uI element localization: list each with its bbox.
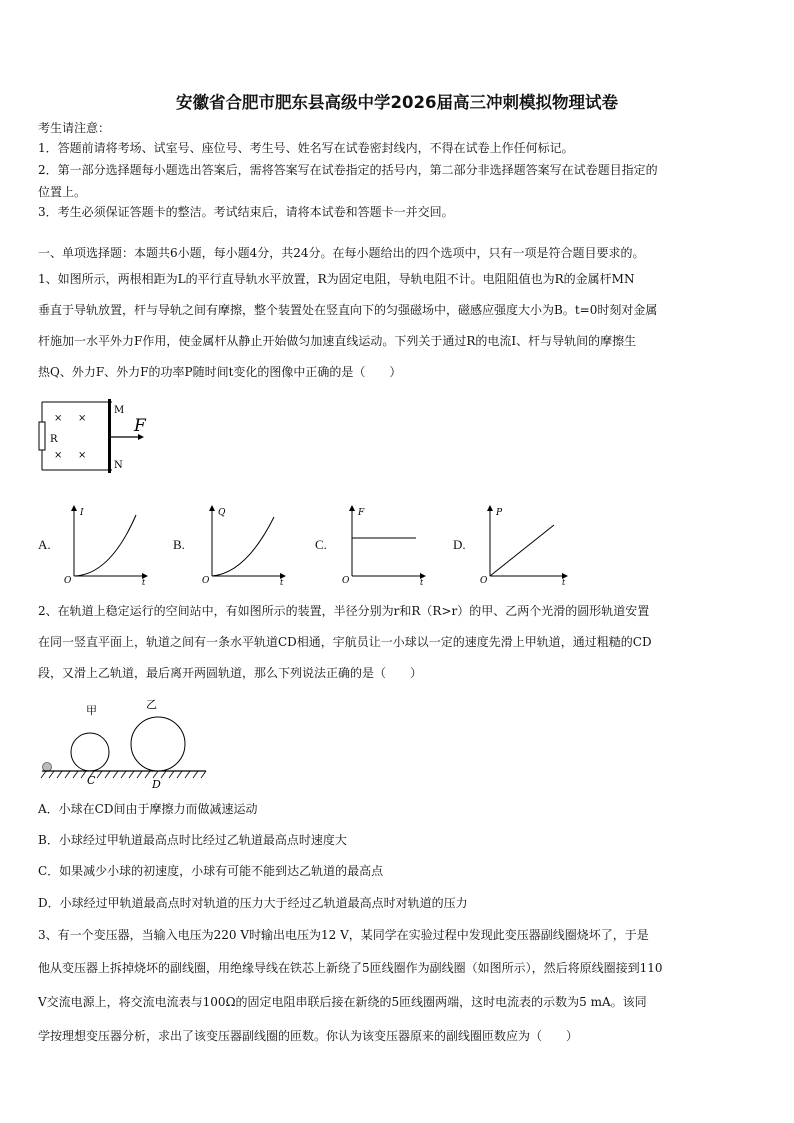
svg-text:t: t [562, 578, 566, 587]
question-3-text: 他从变压器上拆掉烧坏的副线圈，用绝缘导线在铁芯上新绕了5匝线圈作为副线圈（如图所示），然后将原线圈接到110 [38, 961, 663, 975]
option-d-label[interactable]: D. [453, 537, 466, 552]
svg-text:O: O [64, 576, 72, 586]
question-2-text: 2、在轨道上稳定运行的空间站中，有如图所示的装置，半径分别为r和R（R>r）的甲、乙两个光滑的圆形轨道安置 [38, 604, 650, 618]
svg-text:Q: Q [218, 508, 226, 518]
option-c-graph[interactable] [340, 505, 426, 587]
option-a[interactable]: A．小球在CD间由于摩擦力而做减速运动 [38, 802, 258, 816]
option-c[interactable]: C．如果减少小球的初速度，小球有可能不能到达乙轨道的最高点 [38, 864, 384, 878]
notice-item: 3．考生必须保证答题卡的整洁。考试结束后，请将本试卷和答题卡一并交回。 [38, 205, 454, 219]
resistor-symbol [39, 422, 45, 450]
small-ball [43, 763, 52, 772]
option-c-label[interactable]: C. [315, 537, 327, 552]
svg-text:O: O [342, 576, 350, 586]
field-cross: × [78, 413, 87, 424]
question-2-text: 在同一竖直平面上，轨道之间有一条水平轨道CD相通，宇航员让一小球以一定的速度先滑上甲轨道，通过粗糙的CD [38, 635, 652, 649]
page-title: 安徽省合肥市肥东县高级中学2026届高三冲刺模拟物理试卷 [176, 93, 618, 112]
svg-text:P: P [496, 508, 503, 518]
question-1-text: 1、如图所示，两根相距为L的平行直导轨水平放置，R为固定电阻，导轨电阻不计。电阻阻值也为R的金属杆MN [38, 272, 635, 286]
circular-tracks-figure [38, 692, 210, 792]
svg-text:t: t [420, 578, 424, 587]
option-a-graph[interactable] [62, 505, 148, 587]
svg-text:t: t [142, 578, 146, 587]
svg-text:F: F [358, 508, 365, 518]
point-d-label: D [152, 778, 161, 791]
option-b-label[interactable]: B. [173, 537, 185, 552]
option-a-label[interactable]: A. [38, 537, 51, 552]
section-heading: 一、单项选择题：本题共6小题，每小题4分，共24分。在每小题给出的四个选项中，只有一项是符合题目要求的。 [38, 246, 645, 260]
field-cross: × [54, 450, 63, 461]
rod-end-n: N [114, 460, 123, 471]
track-yi [131, 717, 185, 771]
notice-item: 2．第一部分选择题每小题选出答案后，需将答案写在试卷指定的括号内，第二部分非选择题答案写在试卷题目指定的 [38, 163, 658, 177]
point-c-label: C [87, 774, 96, 787]
question-1-text: 杆施加一水平外力F作用，使金属杆从静止开始做匀加速直线运动。下列关于通过R的电流I、杆与导轨间的摩擦生 [38, 334, 637, 348]
field-cross: × [78, 450, 87, 461]
track-jia-label: 甲 [86, 704, 97, 717]
question-1-text: 垂直于导轨放置，杆与导轨之间有摩擦，整个装置处在竖直向下的匀强磁场中，磁感应强度大小为B。t=0时刻对金属 [38, 303, 658, 317]
question-3-text: 3、有一个变压器，当输入电压为220 V时输出电压为12 V，某同学在实验过程中发现此变压器副线圈烧坏了，于是 [38, 928, 649, 942]
metal-rod [108, 399, 111, 473]
resistor-label: R [50, 434, 58, 445]
track-yi-label: 乙 [146, 698, 157, 711]
svg-text:t: t [280, 578, 284, 587]
option-b-graph[interactable] [200, 505, 286, 587]
notice-item: 位置上。 [38, 185, 87, 199]
svg-text:I: I [80, 508, 84, 518]
notice-heading: 考生请注意： [38, 121, 111, 135]
option-b[interactable]: B．小球经过甲轨道最高点时比经过乙轨道最高点时速度大 [38, 833, 347, 847]
question-2-text: 段，又滑上乙轨道，最后离开两圆轨道，那么下列说法正确的是（ ） [38, 666, 423, 680]
question-3-text: V交流电源上，将交流电流表与100Ω的固定电阻串联后接在新绕的5匝线圈两端，这时电流表的示数为5 mA。该同 [38, 995, 647, 1009]
force-label: F [134, 416, 146, 436]
field-cross: × [54, 413, 63, 424]
svg-text:O: O [202, 576, 210, 586]
rod-end-m: M [114, 405, 125, 416]
question-1-text: 热Q、外力F、外力F的功率P随时间t变化的图像中正确的是（ ） [38, 365, 402, 379]
svg-text:O: O [480, 576, 488, 586]
rail-circuit-figure [38, 398, 158, 476]
option-d-graph[interactable] [478, 505, 570, 587]
track-jia [71, 733, 109, 771]
notice-item: 1．答题前请将考场、试室号、座位号、考生号、姓名写在试卷密封线内，不得在试卷上作任何标记。 [38, 141, 574, 155]
question-3-text: 学按理想变压器分析，求出了该变压器副线圈的匝数。你认为该变压器原来的副线圈匝数应为（ ） [38, 1029, 579, 1043]
option-d[interactable]: D．小球经过甲轨道最高点时对轨道的压力大于经过乙轨道最高点时对轨道的压力 [38, 896, 468, 910]
